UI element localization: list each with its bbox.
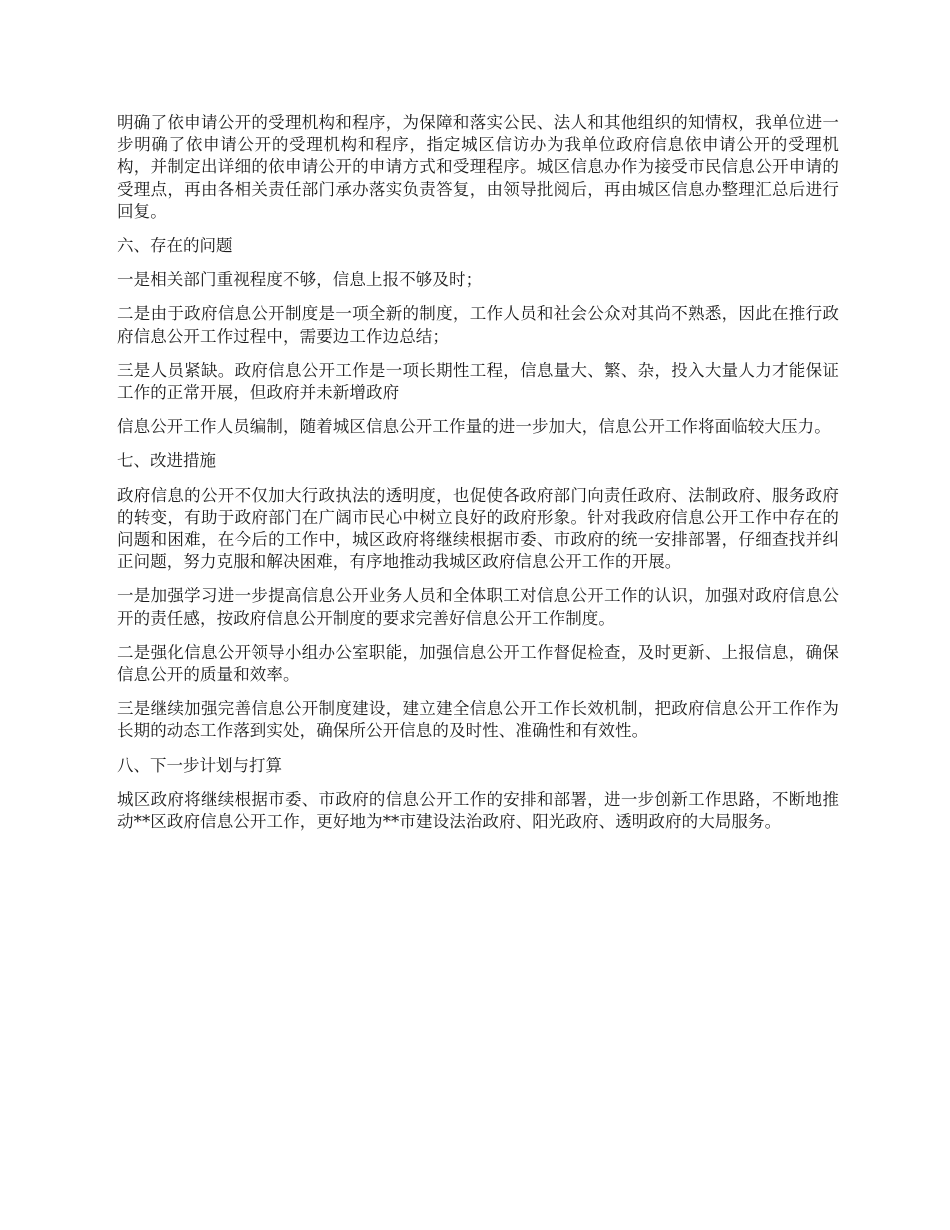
section-heading-next-steps: 八、下一步计划与打算 bbox=[117, 755, 282, 775]
paragraph-problem-3-continued: 信息公开工作人员编制，随着城区信息公开工作量的进一步加大，信息公开工作将面临较大压力。 bbox=[117, 417, 831, 437]
document-page bbox=[117, 112, 839, 845]
paragraph-improvement-3: 三是继续加强完善信息公开制度建设，建立建全信息公开工作长效机制，把政府信息公开工作作为长期的动态工作落到实处，确保所公开信息的及时性、准确性和有效性。 bbox=[117, 699, 839, 741]
section-heading-improvements: 七、改进措施 bbox=[117, 451, 216, 471]
section-heading-problems: 六、存在的问题 bbox=[117, 236, 233, 256]
paragraph-application-procedure: 明确了依申请公开的受理机构和程序，为保障和落实公民、法人和其他组织的知情权，我单位进一步明确了依申请公开的受理机构和程序，指定城区信访办为我单位政府信息依申请公开的受理机构，并制定出详细的依申请公开的申请方式和受理程序。城区信息办作为接受市民信息公开申请的受理点，再由各相关责任部门承办落实负责答复，由领导批阅后，再由城区信息办整理汇总后进行回复。 bbox=[117, 113, 839, 221]
paragraph-problem-2: 二是由于政府信息公开制度是一项全新的制度，工作人员和社会公众对其尚不熟悉，因此在推行政府信息公开工作过程中，需要边工作边总结； bbox=[117, 304, 839, 346]
paragraph-next-steps: 城区政府将继续根据市委、市政府的信息公开工作的安排和部署，进一步创新工作思路，不断地推动**区政府信息公开工作，更好地为**市建设法治政府、阳光政府、透明政府的大局服务。 bbox=[117, 789, 839, 832]
paragraph-problem-3: 三是人员紧缺。政府信息公开工作是一项长期性工程，信息量大、繁、杂，投入大量人力才能保证工作的正常开展，但政府并未新增政府 bbox=[117, 360, 839, 403]
paragraph-improvement-2: 二是强化信息公开领导小组办公室职能，加强信息公开工作督促检查，及时更新、上报信息，确保信息公开的质量和效率。 bbox=[117, 642, 839, 685]
paragraph-improvements-intro: 政府信息的公开不仅加大行政执法的透明度，也促使各政府部门向责任政府、法制政府、服务政府的转变，有助于政府部门在广阔市民心中树立良好的政府形象。针对我政府信息公开工作中存在的问题和困难，在今后的工作中，城区政府将继续根据市委、市政府的统一安排部署，仔细查找并纠正问题，努力克服和解决困难，有序地推动我城区政府信息公开工作的开展。 bbox=[117, 485, 839, 572]
paragraph-problem-1: 一是相关部门重视程度不够，信息上报不够及时； bbox=[117, 270, 483, 290]
paragraph-improvement-1: 一是加强学习进一步提高信息公开业务人员和全体职工对信息公开工作的认识，加强对政府信息公开的责任感，按政府信息公开制度的要求完善好信息公开工作制度。 bbox=[117, 586, 839, 628]
